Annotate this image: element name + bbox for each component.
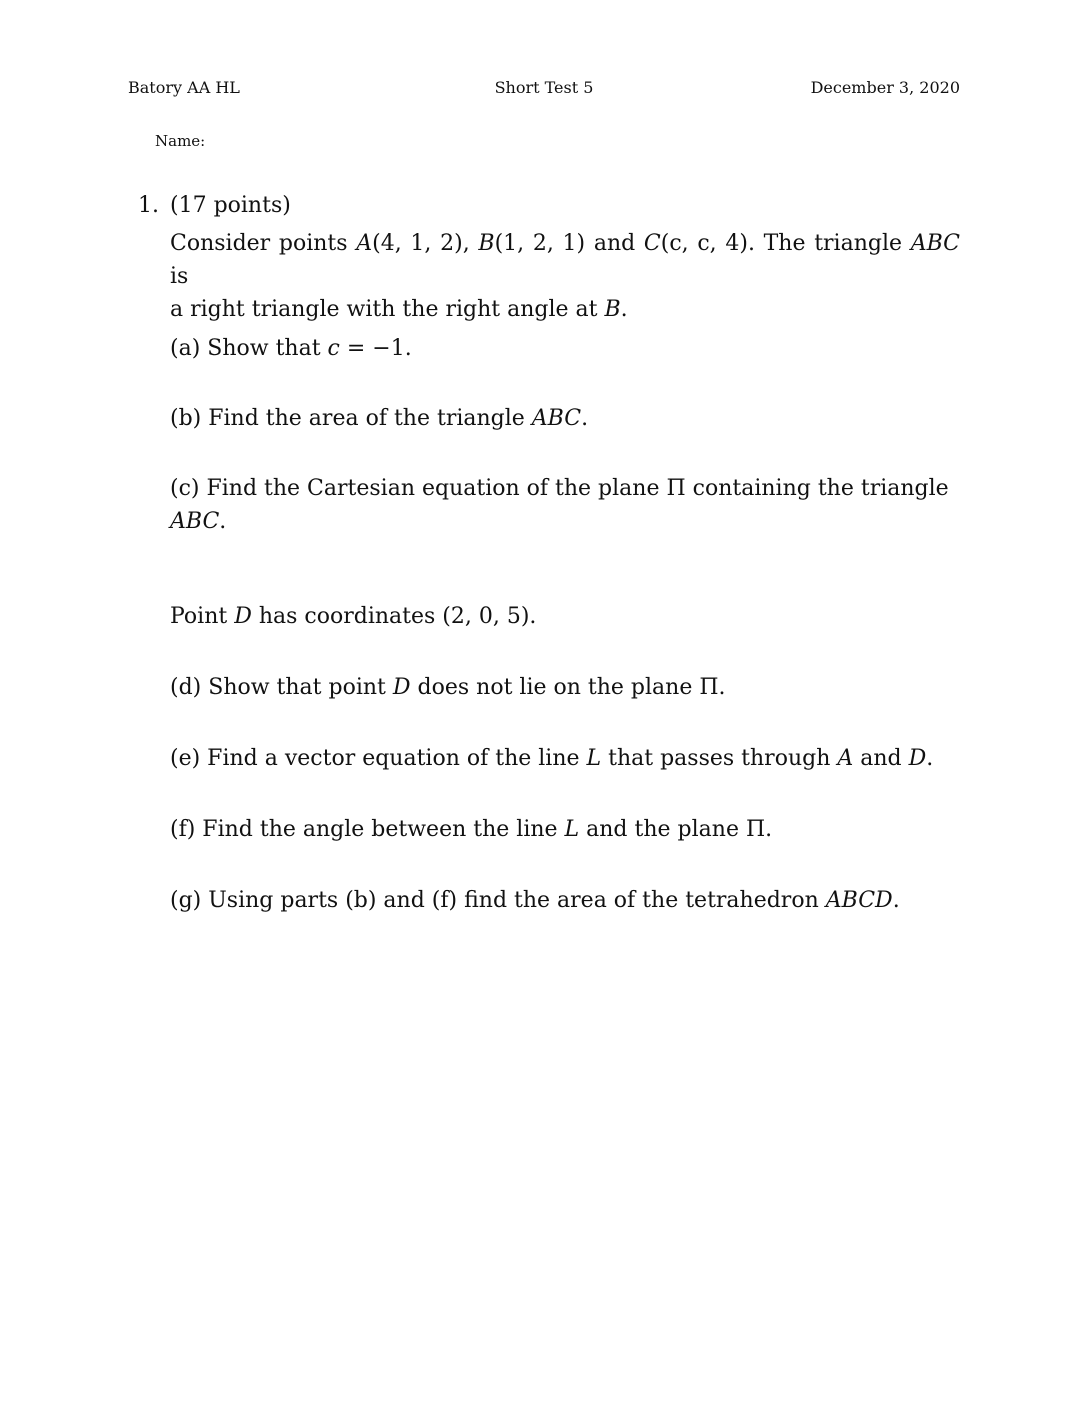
part-g: (g) Using parts (b) and (f) find the area of the tetrahedron ABCD.: [170, 888, 900, 913]
test-date: December 3, 2020: [810, 78, 960, 97]
name-field-label: Name:: [155, 132, 206, 150]
question-intro: Consider points A(4, 1, 2), B(1, 2, 1) and C(c, c, 4). The triangle ABC is a right triangle with the right angle at B.: [170, 231, 968, 322]
test-title: Short Test 5: [494, 78, 594, 97]
part-e: (e) Find a vector equation of the line L that passes through A and D.: [170, 746, 934, 771]
question-number: 1.: [138, 193, 159, 218]
point-d-statement: Point D has coordinates (2, 0, 5).: [170, 604, 537, 629]
part-c: (c) Find the Cartesian equation of the plane Π containing the triangle ABC.: [170, 476, 949, 534]
math-B: B: [604, 297, 621, 322]
course-label: Batory AA HL: [128, 78, 240, 97]
math-B: B: [478, 231, 495, 256]
part-f: (f) Find the angle between the line L and the plane Π.: [170, 817, 773, 842]
math-C: C: [643, 231, 661, 256]
page-header: [128, 78, 960, 100]
part-a: (a) Show that c = −1.: [170, 336, 412, 361]
part-b: (b) Find the area of the triangle ABC.: [170, 406, 589, 431]
part-d: (d) Show that point D does not lie on the plane Π.: [170, 675, 726, 700]
math-A: A: [356, 231, 373, 256]
math-ABC: ABC: [910, 231, 961, 256]
question-points: (17 points): [170, 193, 291, 218]
